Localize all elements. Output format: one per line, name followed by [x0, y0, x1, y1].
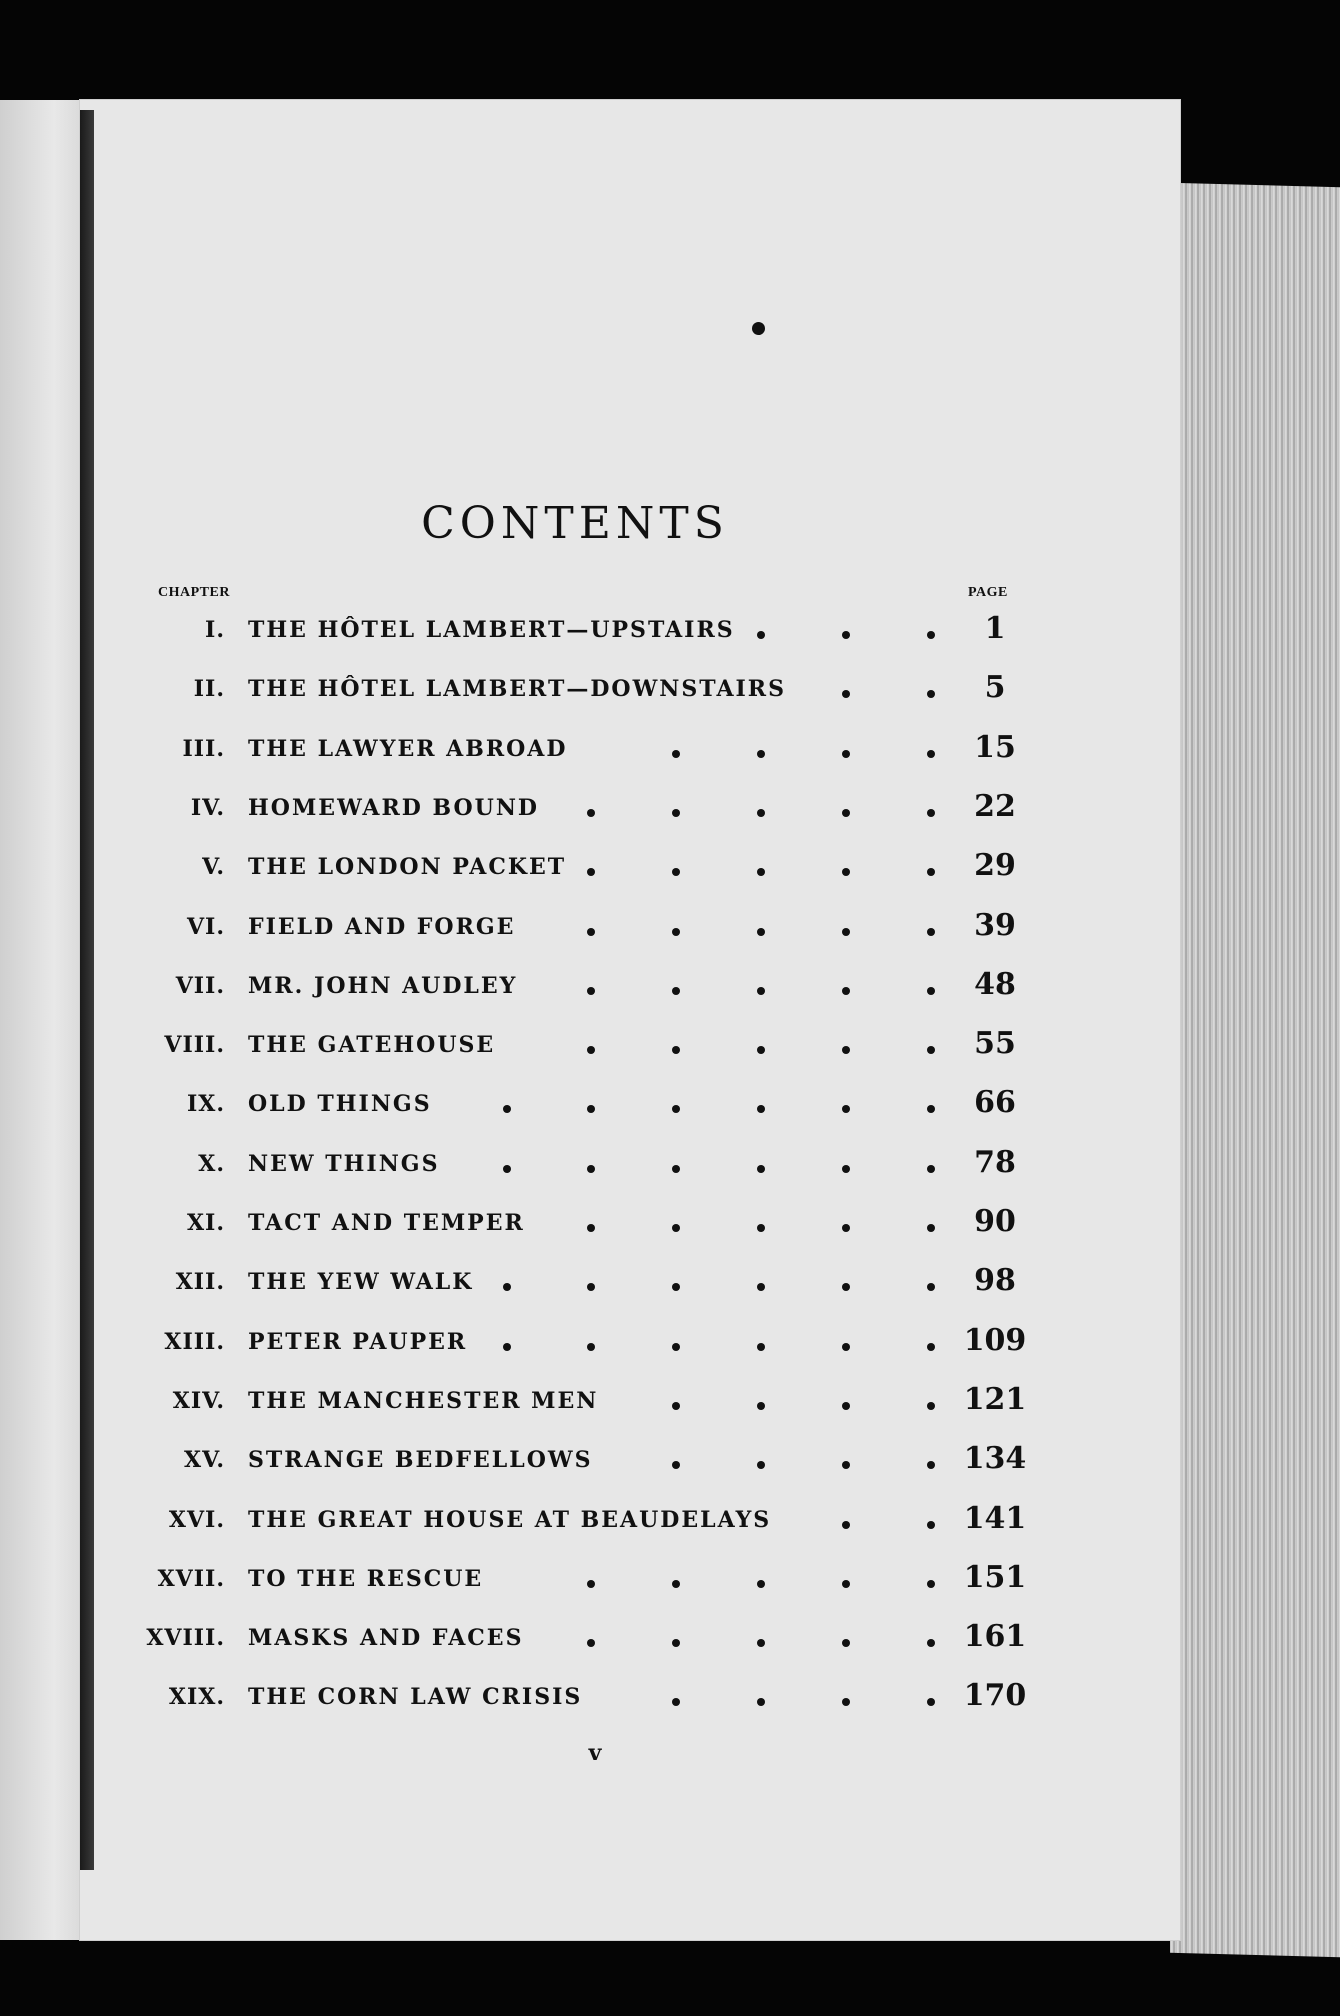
leader-dot [842, 868, 850, 876]
leader-dot [587, 809, 595, 817]
leader-dot [927, 631, 935, 639]
chapter-page-number: 151 [963, 1559, 1027, 1595]
leader-dot [842, 1461, 850, 1469]
leader-dot [587, 1105, 595, 1113]
chapter-page-number: 22 [974, 788, 1016, 824]
chapter-title: THE LONDON PACKET [248, 854, 567, 881]
chapter-page-number: 1 [984, 611, 1006, 646]
leader-dot [842, 1343, 850, 1351]
leader-dot [757, 928, 765, 936]
leader-dot [757, 1698, 765, 1706]
chapter-page-number: 161 [963, 1619, 1027, 1655]
leader-dot [587, 1046, 595, 1054]
leader-dot [503, 1283, 511, 1291]
chapter-number: XII. [175, 1269, 225, 1296]
leader-dot [672, 1224, 680, 1232]
leader-dot [927, 1046, 935, 1054]
chapter-page-number: 134 [963, 1441, 1027, 1477]
leader-dot [842, 928, 850, 936]
contents-entry [0, 1026, 1340, 1072]
leader-dot [587, 868, 595, 876]
chapter-title: THE GREAT HOUSE AT BEAUDELAYS [248, 1506, 772, 1533]
leader-dot [757, 1343, 765, 1351]
chapter-page-number: 5 [984, 670, 1006, 706]
leader-dot [672, 868, 680, 876]
leader-dot [587, 1343, 595, 1351]
leader-dot [672, 1580, 680, 1588]
chapter-number: XV. [184, 1447, 225, 1474]
leader-dot [927, 1165, 935, 1173]
leader-dot [672, 1105, 680, 1113]
leader-dot [587, 1580, 595, 1588]
leader-dot [927, 1521, 935, 1529]
chapter-column-label: CHAPTER [158, 585, 230, 600]
leader-dot [757, 809, 765, 817]
chapter-title: THE LAWYER ABROAD [248, 735, 568, 762]
leader-dot [842, 750, 850, 758]
leader-dot [587, 1165, 595, 1173]
chapter-number: IV. [190, 794, 225, 821]
chapter-number: XVIII. [146, 1625, 225, 1652]
leader-dot [757, 631, 765, 639]
leader-dot [757, 987, 765, 995]
contents-entry [0, 1204, 1340, 1250]
chapter-page-number: 109 [963, 1322, 1027, 1358]
leader-dot [927, 1283, 935, 1291]
leader-dot [672, 809, 680, 817]
chapter-number: VIII. [164, 1032, 225, 1059]
contents-entry [0, 788, 1340, 835]
leader-dot [927, 1402, 935, 1410]
ink-dot [752, 322, 765, 335]
page-column-label: PAGE [968, 585, 1008, 600]
contents-entry [0, 1500, 1340, 1547]
chapter-title: THE HÔTEL LAMBERT—UPSTAIRS [248, 617, 735, 643]
leader-dot [927, 1224, 935, 1232]
chapter-number: X. [198, 1150, 225, 1177]
leader-dot [757, 1046, 765, 1054]
chapter-page-number: 121 [963, 1381, 1027, 1417]
chapter-title: NEW THINGS [248, 1150, 440, 1177]
contents-entry [0, 611, 1340, 657]
leader-dot [927, 1639, 935, 1647]
chapter-title: FIELD AND FORGE [248, 913, 516, 940]
leader-dot [757, 868, 765, 876]
chapter-page-number: 170 [963, 1678, 1027, 1714]
chapter-title: THE CORN LAW CRISIS [248, 1684, 583, 1711]
contents-entry [0, 848, 1340, 894]
leader-dot [927, 1343, 935, 1351]
contents-entry [0, 907, 1340, 954]
chapter-page-number: 39 [974, 907, 1016, 943]
leader-dot [672, 750, 680, 758]
leader-dot [757, 1105, 765, 1113]
chapter-number: I. [205, 617, 225, 643]
leader-dot [842, 987, 850, 995]
contents-entry [0, 1085, 1340, 1131]
chapter-page-number: 141 [963, 1500, 1027, 1536]
chapter-page-number: 29 [974, 848, 1016, 884]
contents-entry [0, 1678, 1340, 1724]
leader-dot [927, 928, 935, 936]
leader-dot [672, 928, 680, 936]
leader-dot [672, 1698, 680, 1706]
leader-dot [503, 1165, 511, 1173]
leader-dot [757, 1461, 765, 1469]
contents-entry [0, 1144, 1340, 1191]
chapter-title: TO THE RESCUE [248, 1565, 484, 1592]
leader-dot [672, 987, 680, 995]
chapter-title: OLD THINGS [248, 1091, 432, 1118]
leader-dot [672, 1639, 680, 1647]
leader-dot [757, 750, 765, 758]
chapter-number: XIX. [168, 1684, 225, 1711]
contents-entry [0, 729, 1340, 776]
chapter-number: IX. [186, 1091, 225, 1118]
contents-entry [0, 1322, 1340, 1369]
chapter-title: MR. JOHN AUDLEY [248, 972, 518, 999]
leader-dot [927, 1698, 935, 1706]
chapter-title: MASKS AND FACES [248, 1625, 524, 1652]
leader-dot [842, 1165, 850, 1173]
chapter-title: PETER PAUPER [248, 1328, 468, 1355]
leader-dot [927, 1461, 935, 1469]
chapter-title: TACT AND TEMPER [248, 1210, 525, 1236]
leader-dot [927, 987, 935, 995]
contents-entry [0, 1559, 1340, 1606]
chapter-page-number: 78 [974, 1144, 1016, 1180]
leader-dot [587, 1224, 595, 1232]
chapter-page-number: 90 [974, 1204, 1016, 1239]
leader-dot [757, 1224, 765, 1232]
leader-dot [842, 690, 850, 698]
chapter-number: VII. [175, 972, 225, 999]
chapter-page-number: 48 [974, 966, 1016, 1002]
chapter-page-number: 55 [974, 1026, 1016, 1062]
chapter-page-number: 66 [974, 1085, 1016, 1121]
chapter-number: XIII. [164, 1328, 225, 1355]
leader-dot [672, 1165, 680, 1173]
chapter-title: THE GATEHOUSE [248, 1032, 496, 1059]
chapter-page-number: 98 [974, 1263, 1016, 1299]
leader-dot [587, 1639, 595, 1647]
leader-dot [842, 1580, 850, 1588]
leader-dot [587, 928, 595, 936]
leader-dot [927, 690, 935, 698]
leader-dot [757, 1165, 765, 1173]
leader-dot [842, 1224, 850, 1232]
leader-dot [672, 1046, 680, 1054]
chapter-number: XVI. [168, 1506, 225, 1533]
leader-dot [842, 1046, 850, 1054]
leader-dot [757, 1580, 765, 1588]
leader-dot [927, 750, 935, 758]
contents-entry [0, 1263, 1340, 1309]
contents-entry [0, 1619, 1340, 1665]
contents-entry [0, 1441, 1340, 1487]
leader-dot [842, 1698, 850, 1706]
leader-dot [757, 1639, 765, 1647]
chapter-number: VI. [186, 913, 225, 940]
chapter-title: THE HÔTEL LAMBERT—DOWNSTAIRS [248, 676, 786, 703]
leader-dot [842, 1639, 850, 1647]
chapter-number: XIV. [172, 1387, 225, 1414]
chapter-title: HOMEWARD BOUND [248, 794, 540, 821]
chapter-number: V. [202, 854, 225, 881]
leader-dot [757, 1283, 765, 1291]
leader-dot [927, 868, 935, 876]
contents-entry [0, 1381, 1340, 1428]
leader-dot [842, 1402, 850, 1410]
leader-dot [672, 1283, 680, 1291]
contents-entry [0, 966, 1340, 1013]
leader-dot [842, 1521, 850, 1529]
leader-dot [672, 1343, 680, 1351]
chapter-title: THE MANCHESTER MEN [248, 1387, 599, 1414]
chapter-number: XVII. [157, 1565, 225, 1592]
leader-dot [842, 1105, 850, 1113]
leader-dot [842, 631, 850, 639]
leader-dot [927, 1105, 935, 1113]
chapter-number: II. [193, 676, 225, 703]
chapter-title: THE YEW WALK [248, 1269, 474, 1296]
leader-dot [842, 809, 850, 817]
contents-entry [0, 670, 1340, 716]
chapter-title: STRANGE BEDFELLOWS [248, 1447, 593, 1474]
chapter-page-number: 15 [974, 729, 1016, 765]
leader-dot [842, 1283, 850, 1291]
leader-dot [672, 1402, 680, 1410]
leader-dot [587, 987, 595, 995]
leader-dot [503, 1343, 511, 1351]
leader-dot [672, 1461, 680, 1469]
chapter-number: III. [182, 735, 225, 762]
leader-dot [927, 1580, 935, 1588]
leader-dot [503, 1105, 511, 1113]
leader-dot [927, 809, 935, 817]
leader-dot [587, 1283, 595, 1291]
chapter-number: XI. [186, 1210, 225, 1236]
contents-heading: CONTENTS [421, 498, 729, 549]
leader-dot [757, 1402, 765, 1410]
page-folio: v [588, 1740, 602, 1766]
